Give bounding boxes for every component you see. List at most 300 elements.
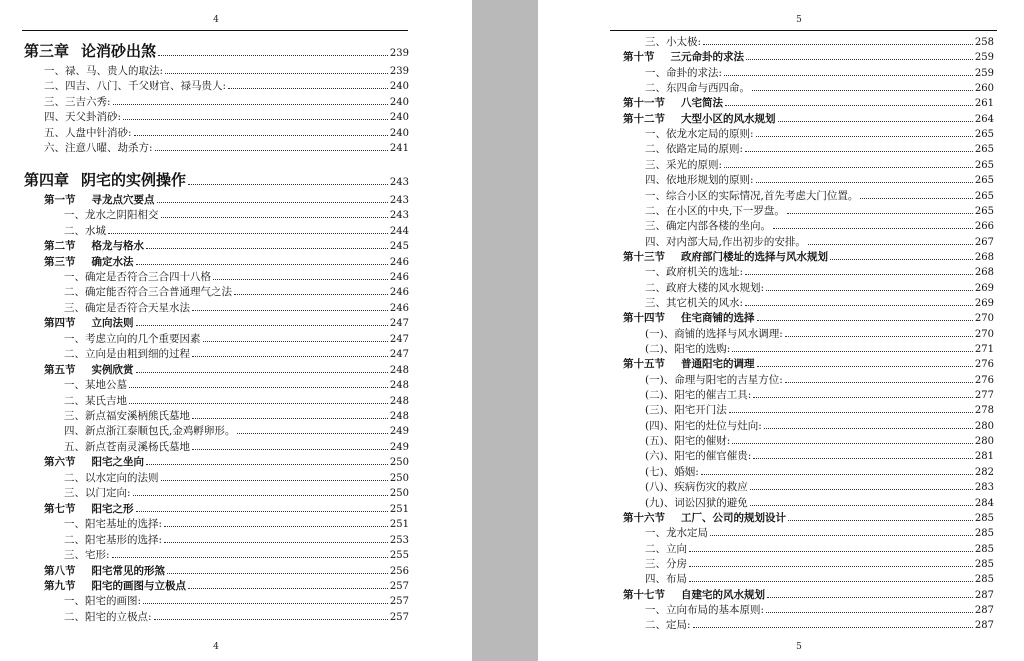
entry-page-number: 285 <box>974 574 994 586</box>
dot-leader <box>203 341 388 342</box>
entry-page-number: 287 <box>974 620 994 632</box>
entry-label <box>623 511 786 525</box>
entry-title: 工厂、公司的规划设计 <box>681 511 786 524</box>
entry-title: 实例欣赏 <box>91 363 134 376</box>
entry-number: 第五节 <box>44 363 76 376</box>
toc-section-entry <box>623 50 994 65</box>
toc-item-entry <box>645 403 994 418</box>
entry-label <box>645 189 858 203</box>
toc-item-entry <box>44 110 409 125</box>
toc-item-entry <box>645 572 994 587</box>
entry-label <box>645 142 743 156</box>
toc-item-entry <box>645 142 994 157</box>
entry-page-number: 277 <box>974 390 994 402</box>
entry-page-number: 268 <box>974 251 994 263</box>
toc-item-entry <box>645 127 994 142</box>
toc-item-entry <box>645 419 994 434</box>
dot-leader <box>143 603 388 604</box>
entry-page-number: 241 <box>389 143 409 155</box>
entry-label <box>645 618 691 632</box>
right-page <box>538 0 1024 661</box>
entry-title: 论消砂出煞 <box>81 42 157 60</box>
entry-page-number: 278 <box>974 405 994 417</box>
entry-title: 一、阳宅的画图: <box>64 595 142 608</box>
entry-number: 第十三节 <box>623 250 665 263</box>
entry-label <box>64 285 232 299</box>
entry-label <box>645 81 750 95</box>
entry-page-number: 248 <box>389 395 409 407</box>
entry-page-number: 250 <box>389 488 409 500</box>
toc-section-entry <box>44 502 409 517</box>
entry-page-number: 245 <box>389 241 409 253</box>
entry-title: 二、阳宅基形的选择: <box>64 533 163 546</box>
entry-title: 二、定局: <box>645 619 691 632</box>
entry-label <box>645 35 701 49</box>
entry-page-number: 240 <box>389 112 409 124</box>
entry-title: 二、立向 <box>645 542 687 555</box>
entry-number: 第二节 <box>44 240 76 253</box>
dot-leader <box>188 184 388 185</box>
left-page <box>0 0 472 661</box>
entry-title: (七)、婚姻: <box>645 465 699 478</box>
toc-item-entry <box>64 378 409 393</box>
dot-leader <box>778 121 973 122</box>
entry-title: 三、以门定向: <box>64 487 131 500</box>
dot-leader <box>757 366 973 367</box>
dot-leader <box>787 213 973 214</box>
entry-number: 第三章 <box>24 42 70 60</box>
toc-item-entry <box>645 480 994 495</box>
entry-title: 三、其它机关的风水: <box>645 296 744 309</box>
entry-title: 一、综合小区的实际情况,首先考虑大门位置。 <box>645 189 859 202</box>
dot-leader <box>750 505 973 506</box>
entry-label <box>623 112 776 126</box>
dot-leader <box>703 44 973 45</box>
entry-title: 二、依路定局的原则: <box>645 143 744 156</box>
entry-label <box>64 533 162 547</box>
dot-leader <box>192 356 388 357</box>
entry-title: 三元命卦的求法 <box>670 51 744 64</box>
toc-item-entry <box>64 285 409 300</box>
entry-page-number: 285 <box>974 512 994 524</box>
entry-label <box>645 281 764 295</box>
entry-label <box>44 64 163 78</box>
dot-leader <box>161 480 388 481</box>
entry-title: 一、考虑立向的几个重要因素 <box>64 332 201 345</box>
dot-leader <box>237 433 388 434</box>
toc-item-entry <box>645 373 994 388</box>
entry-label <box>623 311 755 325</box>
entry-title: 二、阳宅的立极点: <box>64 610 152 623</box>
entry-title: 三、小太极: <box>645 36 702 48</box>
dot-leader <box>154 619 388 620</box>
dot-leader <box>785 336 973 337</box>
entry-label <box>44 193 155 207</box>
toc-item-entry <box>64 548 409 563</box>
dot-leader <box>773 228 973 229</box>
dot-leader <box>689 551 973 552</box>
entry-page-number: 265 <box>974 205 994 217</box>
toc-section-entry <box>44 255 409 270</box>
entry-label <box>64 548 110 562</box>
dot-leader <box>724 167 973 168</box>
entry-page-number: 268 <box>974 267 994 279</box>
entry-label <box>623 50 744 64</box>
entry-title: 自建宅的风水规划 <box>681 588 765 601</box>
entry-page-number: 248 <box>389 364 409 376</box>
entry-title: 二、水城 <box>64 224 106 237</box>
entry-label <box>645 526 708 540</box>
entry-title: (五)、阳宅的催财: <box>645 435 731 448</box>
entry-page-number: 249 <box>389 426 409 438</box>
toc-section-entry <box>623 112 994 127</box>
dot-leader <box>756 182 973 183</box>
entry-label <box>44 455 144 469</box>
entry-label <box>44 564 165 578</box>
dot-leader <box>188 588 388 589</box>
dot-leader <box>752 90 973 91</box>
entry-page-number: 271 <box>974 344 994 355</box>
toc-chapter-entry <box>24 171 409 192</box>
dot-leader <box>155 150 388 151</box>
entry-page-number: 265 <box>974 129 994 141</box>
dot-leader <box>133 495 388 496</box>
entry-number: 第七节 <box>44 502 76 515</box>
dot-leader <box>860 198 973 199</box>
entry-number: 第一节 <box>44 193 76 206</box>
toc-item-entry <box>645 204 994 219</box>
toc-item-entry <box>645 449 994 464</box>
entry-label <box>44 579 186 593</box>
entry-number: 第十四节 <box>623 312 665 325</box>
toc-section-entry <box>623 250 994 265</box>
entry-label <box>623 588 765 602</box>
toc-item-entry <box>645 173 994 188</box>
entry-page-number: 265 <box>974 159 994 171</box>
entry-page-number: 248 <box>389 411 409 422</box>
entry-page-number: 280 <box>974 436 994 448</box>
entry-label <box>645 235 806 249</box>
entry-title: 四、布局 <box>645 573 687 586</box>
entry-label <box>44 95 111 109</box>
dot-leader <box>724 75 973 76</box>
toc-section-entry <box>623 311 994 326</box>
entry-page-number: 247 <box>389 318 409 330</box>
entry-label <box>645 465 699 479</box>
entry-page-number: 276 <box>974 359 994 371</box>
entry-label <box>64 301 190 315</box>
entry-title: 阳宅之形 <box>91 502 134 515</box>
entry-number: 第四章 <box>24 170 70 189</box>
entry-label <box>64 471 159 485</box>
dot-leader <box>129 387 388 388</box>
entry-page-number: 243 <box>389 210 409 222</box>
entry-label <box>645 296 743 310</box>
entry-page-number: 259 <box>974 52 994 64</box>
entry-number: 第十节 <box>623 51 655 64</box>
entry-page-number: 269 <box>974 282 994 294</box>
toc-item-entry <box>645 189 994 204</box>
entry-title: (三)、阳宅开门法 <box>645 404 727 417</box>
toc-item-entry <box>44 126 409 141</box>
dot-leader <box>146 464 388 465</box>
dot-leader <box>234 294 388 295</box>
dot-leader <box>136 325 388 326</box>
entry-title: 住宅商铺的选择 <box>681 312 755 325</box>
entry-page-number: 284 <box>974 497 994 509</box>
dot-leader <box>157 202 388 203</box>
entry-label <box>44 502 134 516</box>
dot-leader <box>164 542 388 543</box>
dot-leader <box>108 233 388 234</box>
entry-number: 第十六节 <box>623 511 665 524</box>
entry-page-number: 244 <box>389 225 409 237</box>
entry-page-number: 243 <box>389 176 409 188</box>
entry-title: 四、新点浙江泰顺包氏,金鸡孵卵形。 <box>64 425 236 438</box>
toc-item-entry <box>64 270 409 285</box>
entry-label <box>44 363 134 377</box>
entry-number: 第十五节 <box>623 358 665 371</box>
entry-number: 第四节 <box>44 317 76 330</box>
dot-leader <box>161 217 388 218</box>
entry-label <box>64 486 131 500</box>
toc-section-entry <box>623 96 994 111</box>
entry-label <box>64 594 141 608</box>
dot-leader <box>213 279 388 280</box>
entry-label <box>645 449 751 463</box>
entry-label <box>64 424 235 438</box>
entry-title: 阳宅之坐向 <box>91 456 144 469</box>
entry-page-number: 247 <box>389 349 409 361</box>
toc-item-entry <box>645 496 994 511</box>
entry-page-number: 281 <box>974 451 994 463</box>
entry-label <box>64 610 152 624</box>
toc-item-entry <box>645 296 994 311</box>
dot-leader <box>689 581 973 582</box>
toc-section-entry <box>44 193 409 208</box>
entry-label <box>64 332 201 346</box>
entry-label <box>64 224 106 238</box>
toc-item-entry <box>645 81 994 96</box>
entry-page-number: 243 <box>389 194 409 206</box>
entry-label <box>623 250 828 264</box>
entry-label <box>24 42 156 60</box>
entry-page-number: 267 <box>974 236 994 248</box>
entry-label <box>64 208 159 222</box>
entry-label <box>645 496 748 510</box>
dot-leader <box>725 105 973 106</box>
toc-item-entry <box>645 542 994 557</box>
dot-leader <box>129 403 388 404</box>
entry-page-number: 265 <box>974 190 994 202</box>
toc-item-entry <box>645 618 994 633</box>
dot-leader <box>732 351 973 352</box>
entry-page-number: 285 <box>974 543 994 555</box>
entry-title: (二)、阳宅的催吉工具: <box>645 389 752 402</box>
entry-label <box>645 434 730 448</box>
entry-title: (二)、阳宅的选购: <box>645 343 731 355</box>
entry-label <box>44 110 121 124</box>
entry-page-number: 240 <box>389 96 409 108</box>
dot-leader <box>785 382 973 383</box>
entry-label <box>645 542 687 556</box>
entry-page-number: 250 <box>389 457 409 469</box>
entry-page-number: 246 <box>389 256 409 268</box>
dot-leader <box>192 418 388 419</box>
entry-page-number: 257 <box>389 611 409 623</box>
entry-label <box>44 126 132 140</box>
dot-leader <box>165 73 388 74</box>
dot-leader <box>228 88 388 89</box>
dot-leader <box>766 290 973 291</box>
toc-item-entry <box>44 79 409 94</box>
toc-section-entry <box>44 239 409 254</box>
entry-title: 四、依地形规划的原则: <box>645 174 754 187</box>
dot-leader <box>123 119 388 120</box>
toc-section-entry <box>44 316 409 331</box>
entry-label <box>645 342 730 356</box>
dot-leader <box>745 305 973 306</box>
entry-page-number: 264 <box>974 113 994 125</box>
entry-label <box>64 270 211 284</box>
toc-item-entry <box>645 219 994 234</box>
entry-label <box>623 96 723 110</box>
entry-page-number: 283 <box>974 482 994 494</box>
entry-title: 一、龙水定局 <box>645 527 708 540</box>
toc-item-entry <box>64 301 409 316</box>
entry-title: 二、政府大楼的风水规划: <box>645 281 765 294</box>
entry-page-number: 270 <box>974 313 994 325</box>
entry-label <box>24 171 186 189</box>
dot-leader <box>134 135 388 136</box>
entry-page-number: 276 <box>974 374 994 386</box>
entry-label <box>645 219 771 233</box>
toc-item-entry <box>645 526 994 541</box>
dot-leader <box>745 151 973 152</box>
entry-title: (八)、疾病伤灾的救应 <box>645 481 748 494</box>
toc-item-entry <box>64 409 409 424</box>
header-page-number: 5 <box>796 15 802 25</box>
entry-page-number: 265 <box>974 175 994 187</box>
entry-title: 三、宅形: <box>64 549 110 562</box>
entry-title: 三、确定是否符合天星水法 <box>64 301 190 314</box>
entry-page-number: 239 <box>389 66 409 77</box>
entry-page-number: 246 <box>389 271 409 283</box>
dot-leader <box>136 511 388 512</box>
entry-label <box>645 265 743 279</box>
entry-page-number: 280 <box>974 420 994 432</box>
entry-label <box>44 255 134 269</box>
dot-leader <box>757 320 973 321</box>
entry-page-number: 248 <box>389 380 409 392</box>
entry-page-number: 249 <box>389 441 409 453</box>
toc-item-entry <box>44 141 409 156</box>
entry-label <box>645 572 687 586</box>
dot-leader <box>750 489 973 490</box>
dot-leader <box>788 520 973 521</box>
dot-leader <box>710 535 973 536</box>
entry-page-number: 258 <box>974 37 994 48</box>
entry-label <box>645 480 748 494</box>
entry-number: 第六节 <box>44 456 76 469</box>
entry-title: 四、对内部大局,作出初步的安排。 <box>645 235 806 248</box>
entry-page-number: 260 <box>974 83 994 95</box>
toc-item-entry <box>645 265 994 280</box>
toc-item-entry <box>645 388 994 403</box>
entry-page-number: 253 <box>389 534 409 546</box>
footer-page-number: 5 <box>796 642 802 652</box>
toc-section-entry <box>44 455 409 470</box>
entry-label <box>645 173 754 187</box>
entry-title: 阳宅的画图与立极点 <box>91 579 186 592</box>
entry-page-number: 255 <box>389 550 409 562</box>
entry-title: 二、以水定向的法则 <box>64 471 159 484</box>
entry-title: 五、人盘中针消砂: <box>44 126 132 139</box>
entry-label <box>44 141 153 155</box>
toc-item-entry <box>64 347 409 362</box>
dot-leader <box>113 104 388 105</box>
toc-item-entry <box>64 440 409 455</box>
entry-label <box>44 316 134 330</box>
entry-page-number: 251 <box>389 519 409 531</box>
entry-number: 第十七节 <box>623 588 665 601</box>
dot-leader <box>732 443 973 444</box>
toc-item-entry <box>645 35 994 50</box>
entry-label <box>64 347 190 361</box>
dot-leader <box>808 244 973 245</box>
entry-page-number: 239 <box>389 48 409 59</box>
entry-page-number: 266 <box>974 221 994 233</box>
entry-title: 一、确定是否符合三合四十八格 <box>64 270 211 283</box>
entry-title: (六)、阳宅的催官催贵: <box>645 450 752 463</box>
entry-title: (一)、商铺的选择与风水调理: <box>645 327 783 340</box>
entry-label <box>645 327 783 341</box>
entry-title: 二、在小区的中央,下一罗盘。 <box>645 204 785 217</box>
dot-leader <box>745 274 973 275</box>
dot-leader <box>112 557 388 558</box>
entry-page-number: 257 <box>389 580 409 592</box>
entry-title: (九)、词讼囚狱的避免 <box>645 496 748 509</box>
entry-page-number: 287 <box>974 604 994 616</box>
entry-title: 一、立向布局的基本原则: <box>645 603 765 616</box>
dot-leader <box>766 612 973 613</box>
header-page-number: 4 <box>213 15 219 25</box>
entry-page-number: 246 <box>389 287 409 299</box>
toc-section-entry <box>44 363 409 378</box>
toc-item-entry <box>44 64 409 79</box>
toc-item-entry <box>64 224 409 239</box>
entry-title: 阴宅的实例操作 <box>81 170 187 189</box>
dot-leader <box>830 259 973 260</box>
toc-item-entry <box>64 332 409 347</box>
entry-title: 大型小区的风水规划 <box>681 112 776 125</box>
toc-section-entry <box>623 588 994 603</box>
entry-page-number: 257 <box>389 596 409 608</box>
entry-page-number: 240 <box>389 127 409 139</box>
dot-leader <box>767 597 973 598</box>
dot-leader <box>746 59 973 60</box>
entry-page-number: 269 <box>974 297 994 309</box>
toc-item-entry <box>645 327 994 342</box>
toc-section-entry <box>623 357 994 372</box>
entry-label <box>64 409 190 423</box>
dot-leader <box>167 573 388 574</box>
entry-title: 五、新点苍南灵溪杨氏墓地 <box>64 440 190 453</box>
entry-page-number: 261 <box>974 98 994 110</box>
entry-number: 第三节 <box>44 255 76 268</box>
entry-title: 寻龙点穴要点 <box>91 193 155 206</box>
dot-leader <box>192 310 388 311</box>
